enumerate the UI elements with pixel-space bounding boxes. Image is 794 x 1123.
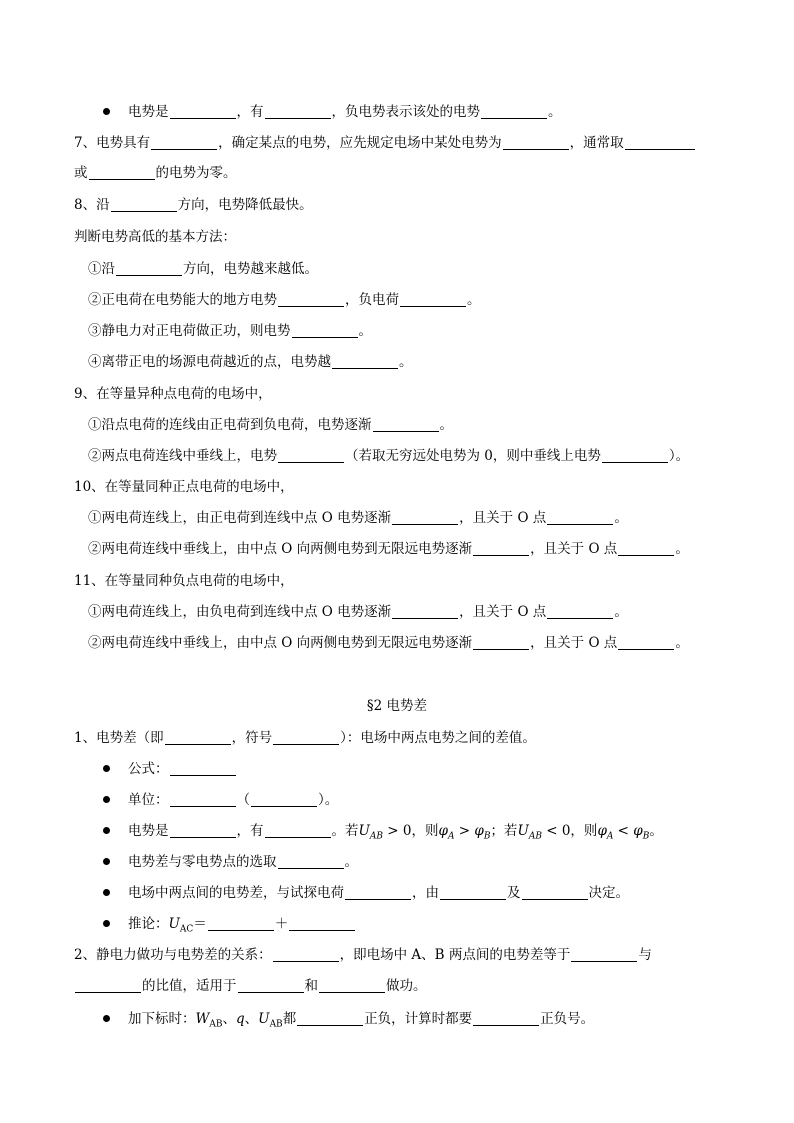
text-line — [88, 260, 318, 278]
text: 。若 — [331, 823, 359, 839]
text-line — [128, 915, 356, 939]
text: ，且关于 O 点 — [459, 604, 547, 620]
blank — [278, 854, 344, 869]
text: ①两电荷连线上，由负电荷到连线中点 O 电势逐渐 — [88, 604, 392, 620]
text: ，确定某点的电势，应先规定电场中某处电势为 — [218, 135, 502, 151]
blank — [547, 510, 613, 525]
text: ）。 — [668, 448, 690, 464]
blank — [602, 448, 668, 463]
bullet-icon — [103, 796, 110, 803]
blank — [208, 916, 274, 931]
text: 2、静电力做功与电势差的关系： — [74, 947, 272, 963]
text: 、 — [244, 1011, 259, 1027]
blank — [440, 885, 506, 900]
bullet-icon — [103, 108, 110, 115]
bullet-icon — [103, 889, 110, 896]
text: ③静电力对正电荷做正功，则电势 — [88, 323, 291, 339]
text: 方向，电势越来越低。 — [183, 261, 318, 277]
math-subscript: A — [447, 831, 455, 842]
bullet-icon — [103, 920, 110, 927]
text: （若取无穷远处电势为 0，则中垂线上电势 — [345, 448, 601, 464]
text: 和 — [304, 978, 318, 994]
blank — [625, 135, 695, 150]
section-title: §2 电势差 — [366, 698, 428, 714]
text-line — [88, 353, 413, 371]
text: 推论： — [128, 916, 169, 932]
text-line — [88, 634, 689, 652]
math-symbol: φ — [438, 823, 448, 839]
text: 加下标时： — [128, 1011, 196, 1027]
text: ，通常取 — [569, 135, 624, 151]
text-line — [88, 603, 628, 621]
blank — [89, 165, 155, 180]
math-subscript: AB — [269, 1019, 283, 1030]
text-line — [74, 977, 427, 995]
bullet-icon — [103, 827, 110, 834]
text-line — [128, 760, 237, 778]
math-symbol: q — [236, 1011, 245, 1027]
text: > — [454, 823, 475, 839]
text: 及 — [507, 885, 521, 901]
blank — [170, 761, 236, 776]
blank — [273, 730, 339, 745]
text-line — [88, 416, 453, 434]
text: ④离带正电的场源电荷越近的点，电势越 — [88, 354, 331, 370]
text: ②两点电荷连线中垂线上，电势 — [88, 448, 277, 464]
math-subscript: B — [642, 831, 650, 842]
text: ＋ — [274, 916, 289, 932]
text: 电势差与零电势点的选取 — [128, 854, 277, 870]
text: 都 — [282, 1011, 297, 1027]
text-line — [128, 103, 562, 121]
math-symbol: U — [258, 1011, 270, 1027]
math-symbol: U — [168, 916, 180, 932]
text: 1、电势差（即 — [74, 730, 164, 746]
blank — [273, 947, 339, 962]
blank — [481, 104, 547, 119]
blank — [571, 947, 637, 962]
text: 做功。 — [386, 978, 427, 994]
text: 与 — [638, 947, 652, 963]
text: < — [613, 823, 634, 839]
blank — [332, 354, 398, 369]
text: 。 — [649, 823, 663, 839]
blank — [278, 448, 344, 463]
blank — [170, 104, 236, 119]
text: （ — [236, 792, 250, 808]
text: ＝ — [193, 916, 207, 932]
blank — [319, 978, 385, 993]
text-line — [88, 322, 372, 340]
blank — [618, 635, 674, 650]
blank — [373, 417, 439, 432]
text: ，有 — [236, 104, 264, 120]
text: ①沿 — [88, 261, 115, 277]
text: 电势是 — [128, 823, 169, 839]
blank — [392, 510, 458, 525]
text-line — [74, 196, 313, 214]
text: 或 — [74, 165, 88, 181]
text: ①两电荷连线上，由正电荷到连线中点 O 电势逐渐 — [88, 510, 392, 526]
text: ②两电荷连线中垂线上，由中点 O 向两侧电势到无限远电势逐渐 — [88, 541, 473, 557]
blank — [473, 541, 529, 556]
math-symbol: U — [517, 823, 529, 839]
text: 的电势为零。 — [155, 165, 237, 181]
blank — [116, 261, 182, 276]
blank — [473, 635, 529, 650]
text: ，负电势表示该处的电势 — [331, 104, 480, 120]
text: 的比值，适用于 — [142, 978, 237, 994]
text-line — [128, 791, 338, 809]
text: 8、沿 — [74, 197, 110, 213]
text: ，即电场中 A、B 两点间的电势差等于 — [339, 947, 571, 963]
text: ，符号 — [231, 730, 273, 746]
text: ②正电荷在电势能大的地方电势 — [88, 292, 277, 308]
text: 、 — [222, 1011, 237, 1027]
text: 7、电势具有 — [74, 135, 151, 151]
math-symbol: W — [195, 1011, 210, 1027]
blank — [618, 541, 674, 556]
text: 。 — [614, 510, 628, 526]
math-subscript: A — [606, 831, 614, 842]
blank — [265, 104, 331, 119]
blank — [111, 197, 177, 212]
text: ）。 — [318, 792, 339, 808]
text: 正负号。 — [540, 1011, 595, 1027]
text: 。 — [614, 604, 628, 620]
blank — [170, 823, 236, 838]
blank — [265, 823, 331, 838]
blank — [400, 292, 466, 307]
text-line: 10、在等量同种正点电荷的电场中， — [74, 479, 294, 495]
blank — [151, 135, 217, 150]
math-subscript: B — [483, 831, 491, 842]
text: ，且关于 O 点 — [459, 510, 547, 526]
text-line: 9、在等量异种点电荷的电场中， — [74, 386, 272, 402]
math-subscript: AB — [369, 831, 384, 842]
blank — [297, 1011, 363, 1026]
blank — [238, 978, 304, 993]
text-line — [128, 884, 629, 902]
text-line — [74, 729, 536, 747]
blank — [292, 323, 358, 338]
math-symbol: φ — [474, 823, 484, 839]
text-line — [88, 447, 689, 465]
bullet-icon — [103, 1015, 110, 1022]
blank — [289, 916, 355, 931]
text: 。 — [467, 292, 481, 308]
text: ，有 — [236, 823, 264, 839]
math-symbol: U — [358, 823, 370, 839]
blank — [503, 135, 569, 150]
text: 方向，电势降低最快。 — [177, 197, 313, 213]
text: 公式： — [128, 761, 169, 777]
blank — [278, 292, 344, 307]
math-subscript: AB — [209, 1019, 223, 1030]
text: ；若 — [490, 823, 518, 839]
text: 。 — [439, 417, 453, 433]
text: ，且关于 O 点 — [530, 541, 618, 557]
text: 。 — [675, 635, 689, 651]
text-line: 判断电势高低的基本方法： — [74, 229, 236, 245]
text-line — [88, 291, 481, 309]
blank — [165, 730, 231, 745]
blank — [392, 604, 458, 619]
text-line — [74, 134, 696, 152]
blank — [547, 604, 613, 619]
math-subscript: AC — [179, 924, 194, 935]
text-line — [88, 509, 628, 527]
bullet-icon — [103, 858, 110, 865]
math-symbol: φ — [597, 823, 607, 839]
text-line: 11、在等量同种负点电荷的电场中， — [74, 573, 294, 589]
text: 电场中两点间的电势差，与试探电荷 — [128, 885, 344, 901]
text: 单位： — [128, 792, 169, 808]
text: 正负，计算时都要 — [364, 1011, 473, 1027]
text: 。 — [399, 354, 413, 370]
text: ①沿点电荷的连线由正电荷到负电荷，电势逐渐 — [88, 417, 372, 433]
text: ）：电场中两点电势之间的差值。 — [340, 730, 536, 746]
text: 。 — [548, 104, 562, 120]
text: 。 — [675, 541, 689, 557]
text: ，由 — [412, 885, 439, 901]
blank — [75, 978, 141, 993]
text-line — [74, 164, 237, 182]
text: ，且关于 O 点 — [530, 635, 618, 651]
bullet-icon — [103, 765, 110, 772]
text-line — [88, 540, 689, 558]
blank — [170, 792, 236, 807]
text: 。 — [358, 323, 372, 339]
text: < 0，则 — [541, 823, 598, 839]
math-symbol: φ — [633, 823, 643, 839]
blank — [522, 885, 588, 900]
text-line — [128, 822, 663, 846]
text: > 0，则 — [383, 823, 439, 839]
text-line — [128, 853, 358, 871]
text: 电势是 — [128, 104, 169, 120]
blank — [345, 885, 411, 900]
text: ，负电荷 — [345, 292, 399, 308]
text-line — [74, 946, 652, 964]
text: ②两电荷连线中垂线上，由中点 O 向两侧电势到无限远电势逐渐 — [88, 635, 473, 651]
text: 。 — [344, 854, 358, 870]
text: 决定。 — [588, 885, 629, 901]
blank — [473, 1011, 539, 1026]
text-line — [128, 1010, 594, 1034]
blank — [251, 792, 317, 807]
math-subscript: AB — [528, 831, 542, 842]
